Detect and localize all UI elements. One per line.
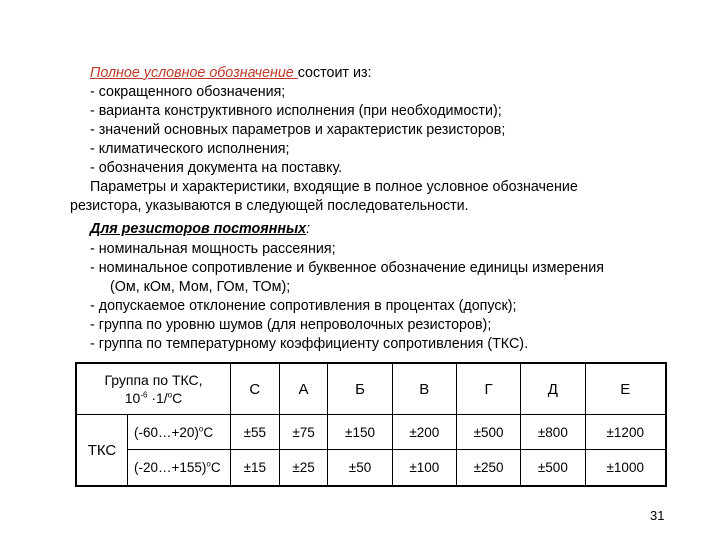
- temperature-range-cell: (-60…+20)$^о$С: [128, 415, 231, 450]
- intro-item: - обозначения документа на поставку.: [90, 160, 343, 176]
- table-header-row: [76, 363, 666, 415]
- constant-item: - номинальная мощность рассеяния;: [90, 241, 336, 257]
- table-cell: ±500: [521, 450, 585, 486]
- table-cell: ±500: [456, 415, 520, 450]
- group-letter-cell: А: [279, 363, 328, 415]
- table-cell: ±800: [521, 415, 585, 450]
- intro-paragraph-line1: Параметры и характеристики, входящие в полное условное обозначение: [90, 179, 578, 195]
- group-letter-cell: В: [392, 363, 456, 415]
- group-label-line1: Группа по ТКС,: [104, 372, 203, 388]
- constant-item: - номинальное сопротивление и буквенное обозначение единицы измерения: [90, 260, 604, 276]
- table-cell: ±100: [392, 450, 456, 486]
- intro-item: - значений основных параметров и характеристик резисторов;: [90, 122, 506, 138]
- table-cell: ±25: [279, 450, 328, 486]
- intro-heading-tail: состоит из:: [297, 65, 372, 81]
- constant-item: - допускаемое отклонение сопротивления в процентах (допуск);: [90, 298, 517, 314]
- group-letter-cell: Г: [456, 363, 520, 415]
- intro-item: - климатического исполнения;: [90, 141, 290, 157]
- tks-row-label: ТКС: [76, 415, 128, 487]
- table-cell: ±15: [231, 450, 280, 486]
- intro-heading: Полное условное обозначение: [90, 65, 298, 81]
- group-letter-cell: Б: [328, 363, 392, 415]
- constant-item: - группа по температурному коэффициенту сопротивления (ТКС).: [90, 336, 529, 352]
- tks-table: [75, 362, 667, 487]
- constant-heading: Для резисторов постоянных: [90, 221, 307, 237]
- intro-item: - сокращенного обозначения;: [90, 84, 286, 100]
- group-letter-cell: Е: [585, 363, 666, 415]
- table-cell: ±250: [456, 450, 520, 486]
- intro-paragraph-line2: резистора, указываются в следующей последовательности.: [70, 198, 469, 214]
- table-cell: ±50: [328, 450, 392, 486]
- temperature-range-cell: (-20…+155)$^о$С: [128, 450, 231, 486]
- group-letter-cell: Д: [521, 363, 585, 415]
- group-label-line2: $10^{-6} \cdot 1/^оС$: [124, 390, 183, 406]
- intro-item: - варианта конструктивного исполнения (при необходимости);: [90, 103, 502, 119]
- table-row: [76, 450, 666, 486]
- table-row: [76, 415, 666, 450]
- table-cell: ±1200: [585, 415, 666, 450]
- constant-item: - группа по уровню шумов (для непроволочных резисторов);: [90, 317, 492, 333]
- table-cell: ±150: [328, 415, 392, 450]
- table-cell: ±200: [392, 415, 456, 450]
- table-cell: ±55: [231, 415, 280, 450]
- table-cell: ±75: [279, 415, 328, 450]
- constant-heading-tail: :: [306, 221, 311, 237]
- group-label-cell: [76, 363, 231, 415]
- group-letter-cell: С: [231, 363, 280, 415]
- constant-item: (Ом, кОм, Мом, ГОм, ТОм);: [110, 279, 291, 295]
- page-number: 31: [650, 508, 665, 523]
- constant-heading-line: [90, 220, 310, 238]
- intro-heading-line: [90, 64, 371, 82]
- table-cell: ±1000: [585, 450, 666, 486]
